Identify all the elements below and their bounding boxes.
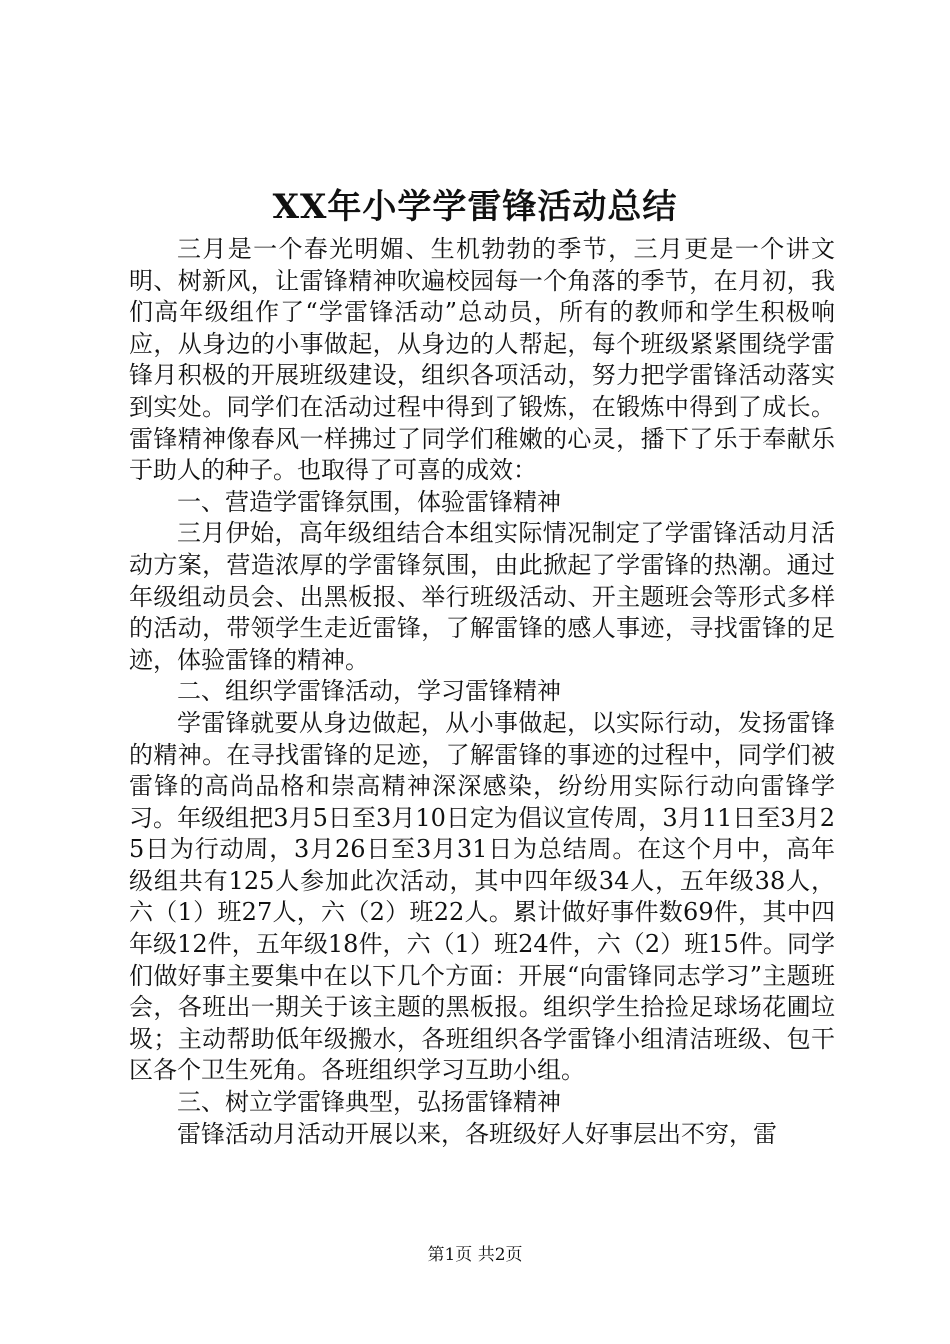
document-title: XX年小学学雷锋活动总结 <box>272 187 678 227</box>
section-heading-1: 一、营造学雷锋氛围，体验雷锋精神 <box>177 487 561 516</box>
section-heading-3: 三、树立学雷锋典型，弘扬雷锋精神 <box>177 1088 561 1117</box>
section-heading-2: 二、组织学雷锋活动，学习雷锋精神 <box>177 677 561 706</box>
page-number-footer: 第1页 共2页 <box>427 1245 523 1265</box>
paragraph-intro: 三月是一个春光明媚、生机勃勃的季节，三月更是一个讲文明、树新风，让雷锋精神吹遍校园每一个角落的季节，在月初，我们高年级组作了“学雷锋活动”总动员，所有的教师和学生积极响应，从身边的小事做起，从身边的人帮起，每个班级紧紧围绕学雷锋月积极的开展班级建设，组织各项活动，努力把学雷锋活动落实到实处。同学们在活动过程中得到了锻炼，在锻炼中得到了成长。雷锋精神像春风一样拂过了同学们稚嫩的心灵，播下了乐于奉献乐于助人的种子。也取得了可喜的成效： <box>129 235 835 485</box>
document-body <box>129 234 835 1150</box>
paragraph-section-1: 三月伊始，高年级组结合本组实际情况制定了学雷锋活动月活动方案，营造浓厚的学雷锋氛围，由此掀起了学雷锋的热潮。通过年级组动员会、出黑板报、举行班级活动、开主题班会等形式多样的活动，带领学生走近雷锋，了解雷锋的感人事迹，寻找雷锋的足迹，体验雷锋的精神。 <box>129 519 835 674</box>
paragraph-section-2: 学雷锋就要从身边做起，从小事做起，以实际行动，发扬雷锋的精神。在寻找雷锋的足迹，了解雷锋的事迹的过程中，同学们被雷锋的高尚品格和崇高精神深深感染，纷纷用实际行动向雷锋学习。年级组把3月5日至3月10日定为倡议宣传周，3月11日至3月25日为行动周，3月26日至3月31日为总结周。在这个月中，高年级组共有125人参加此次活动，其中四年级34人，五年级38人，六（1）班27人，六（2）班22人。累计做好事件数69件，其中四年级12件，五年级18件，六（1）班24件，六（2）班15件。同学们做好事主要集中在以下几个方面：开展“向雷锋同志学习”主题班会，各班出一期关于该主题的黑板报。组织学生拾捡足球场花圃垃圾；主动帮助低年级搬水，各班组织各学雷锋小组清洁班级、包干区各个卫生死角。各班组织学习互助小组。 <box>129 708 835 1085</box>
paragraph-section-3: 雷锋活动月活动开展以来，各班级好人好事层出不穷，雷 <box>177 1119 777 1148</box>
